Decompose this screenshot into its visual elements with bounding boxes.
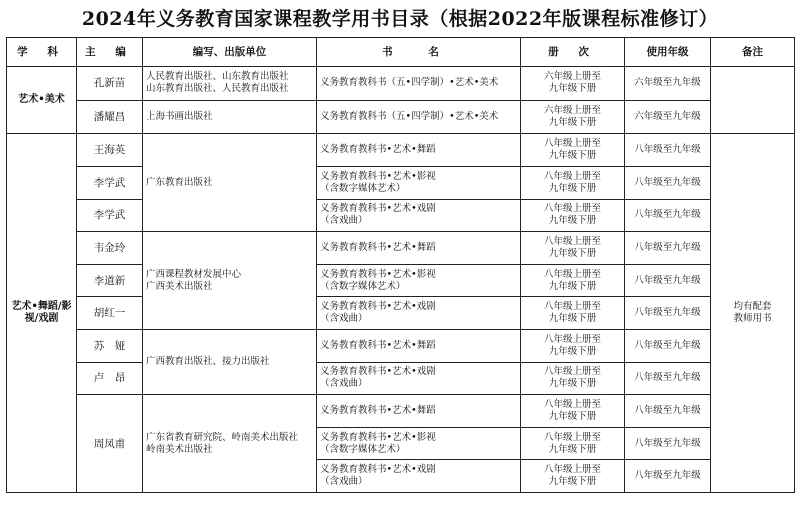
book-name-cell: 义务教育教科书•艺术•舞蹈	[317, 232, 521, 265]
header-volume: 册 次	[521, 38, 625, 67]
book-name-cell: 义务教育教科书•艺术•戏剧 （含戏曲）	[317, 460, 521, 493]
table-row	[7, 329, 795, 362]
volume-cell: 八年级上册至 九年级下册	[521, 362, 625, 395]
editor-cell: 卢 昂	[77, 362, 143, 395]
book-name-cell: 义务教育教科书•艺术•舞蹈	[317, 329, 521, 362]
grade-cell: 八年级至九年级	[625, 460, 711, 493]
editor-cell: 李学武	[77, 166, 143, 199]
publisher-cell: 人民教育出版社、山东教育出版社 山东教育出版社、人民教育出版社	[143, 67, 317, 101]
publisher-cell: 上海书画出版社	[143, 100, 317, 134]
table-row	[7, 166, 795, 199]
table-header-row	[7, 38, 795, 67]
editor-cell: 李学武	[77, 199, 143, 232]
volume-cell: 六年级上册至 九年级下册	[521, 67, 625, 101]
volume-cell: 八年级上册至 九年级下册	[521, 264, 625, 297]
book-name-cell: 义务教育教科书•艺术•戏剧 （含戏曲）	[317, 297, 521, 330]
editor-cell: 潘耀昌	[77, 100, 143, 134]
header-editor: 主 编	[77, 38, 143, 67]
volume-cell: 六年级上册至 九年级下册	[521, 100, 625, 134]
volume-cell: 八年级上册至 九年级下册	[521, 329, 625, 362]
publisher-cell: 广东省教育研究院、岭南美术出版社 岭南美术出版社	[143, 395, 317, 493]
grade-cell: 八年级至九年级	[625, 166, 711, 199]
volume-cell: 八年级上册至 九年级下册	[521, 427, 625, 460]
table-row	[7, 199, 795, 232]
table-row	[7, 264, 795, 297]
header-publisher: 编写、出版单位	[143, 38, 317, 67]
note-cell: 均有配套 教师用书	[711, 134, 795, 493]
volume-cell: 八年级上册至 九年级下册	[521, 297, 625, 330]
subject-cell: 艺术•舞蹈/影视/戏剧	[7, 134, 77, 493]
publisher-cell: 广西课程教材发展中心 广西美术出版社	[143, 232, 317, 330]
table-row	[7, 67, 795, 101]
grade-cell: 八年级至九年级	[625, 297, 711, 330]
grade-cell: 六年级至九年级	[625, 100, 711, 134]
book-name-cell: 义务教育教科书•艺术•舞蹈	[317, 134, 521, 167]
volume-cell: 八年级上册至 九年级下册	[521, 395, 625, 428]
editor-cell: 王海英	[77, 134, 143, 167]
book-name-cell: 义务教育教科书（五•四学制）•艺术•美术	[317, 67, 521, 101]
header-subject: 学 科	[7, 38, 77, 67]
editor-cell: 周凤甫	[77, 395, 143, 493]
editor-cell: 韦金玲	[77, 232, 143, 265]
book-name-cell: 义务教育教科书•艺术•戏剧 （含戏曲）	[317, 362, 521, 395]
grade-cell: 八年级至九年级	[625, 329, 711, 362]
book-name-cell: 义务教育教科书•艺术•影视 （含数字媒体艺术）	[317, 264, 521, 297]
header-note: 备注	[711, 38, 795, 67]
volume-cell: 八年级上册至 九年级下册	[521, 134, 625, 167]
table-row	[7, 395, 795, 428]
editor-cell: 胡红一	[77, 297, 143, 330]
editor-cell: 李道新	[77, 264, 143, 297]
publisher-cell: 广西教育出版社、接力出版社	[143, 329, 317, 394]
grade-cell: 八年级至九年级	[625, 199, 711, 232]
table-row	[7, 297, 795, 330]
table-row	[7, 362, 795, 395]
volume-cell: 八年级上册至 九年级下册	[521, 460, 625, 493]
note-cell-empty	[711, 67, 795, 134]
header-book-name: 书 名	[317, 38, 521, 67]
subject-cell: 艺术•美术	[7, 67, 77, 134]
page-title: 2024年义务教育国家课程教学用书目录（根据2022年版课程标准修订）	[81, 8, 719, 30]
grade-cell: 八年级至九年级	[625, 427, 711, 460]
grade-cell: 六年级至九年级	[625, 67, 711, 101]
grade-cell: 八年级至九年级	[625, 362, 711, 395]
grade-cell: 八年级至九年级	[625, 395, 711, 428]
volume-cell: 八年级上册至 九年级下册	[521, 232, 625, 265]
publisher-cell: 广东教育出版社	[143, 134, 317, 232]
header-grade: 使用年级	[625, 38, 711, 67]
table-row	[7, 232, 795, 265]
book-name-cell: 义务教育教科书•艺术•戏剧 （含戏曲）	[317, 199, 521, 232]
volume-cell: 八年级上册至 九年级下册	[521, 199, 625, 232]
editor-cell: 孔新苗	[77, 67, 143, 101]
editor-cell: 苏 娅	[77, 329, 143, 362]
volume-cell: 八年级上册至 九年级下册	[521, 166, 625, 199]
book-name-cell: 义务教育教科书•艺术•影视 （含数字媒体艺术）	[317, 166, 521, 199]
textbook-catalog-table	[6, 37, 795, 493]
grade-cell: 八年级至九年级	[625, 134, 711, 167]
book-name-cell: 义务教育教科书（五•四学制）•艺术•美术	[317, 100, 521, 134]
book-name-cell: 义务教育教科书•艺术•影视 （含数字媒体艺术）	[317, 427, 521, 460]
table-row	[7, 134, 795, 167]
grade-cell: 八年级至九年级	[625, 232, 711, 265]
grade-cell: 八年级至九年级	[625, 264, 711, 297]
book-name-cell: 义务教育教科书•艺术•舞蹈	[317, 395, 521, 428]
table-row	[7, 100, 795, 134]
